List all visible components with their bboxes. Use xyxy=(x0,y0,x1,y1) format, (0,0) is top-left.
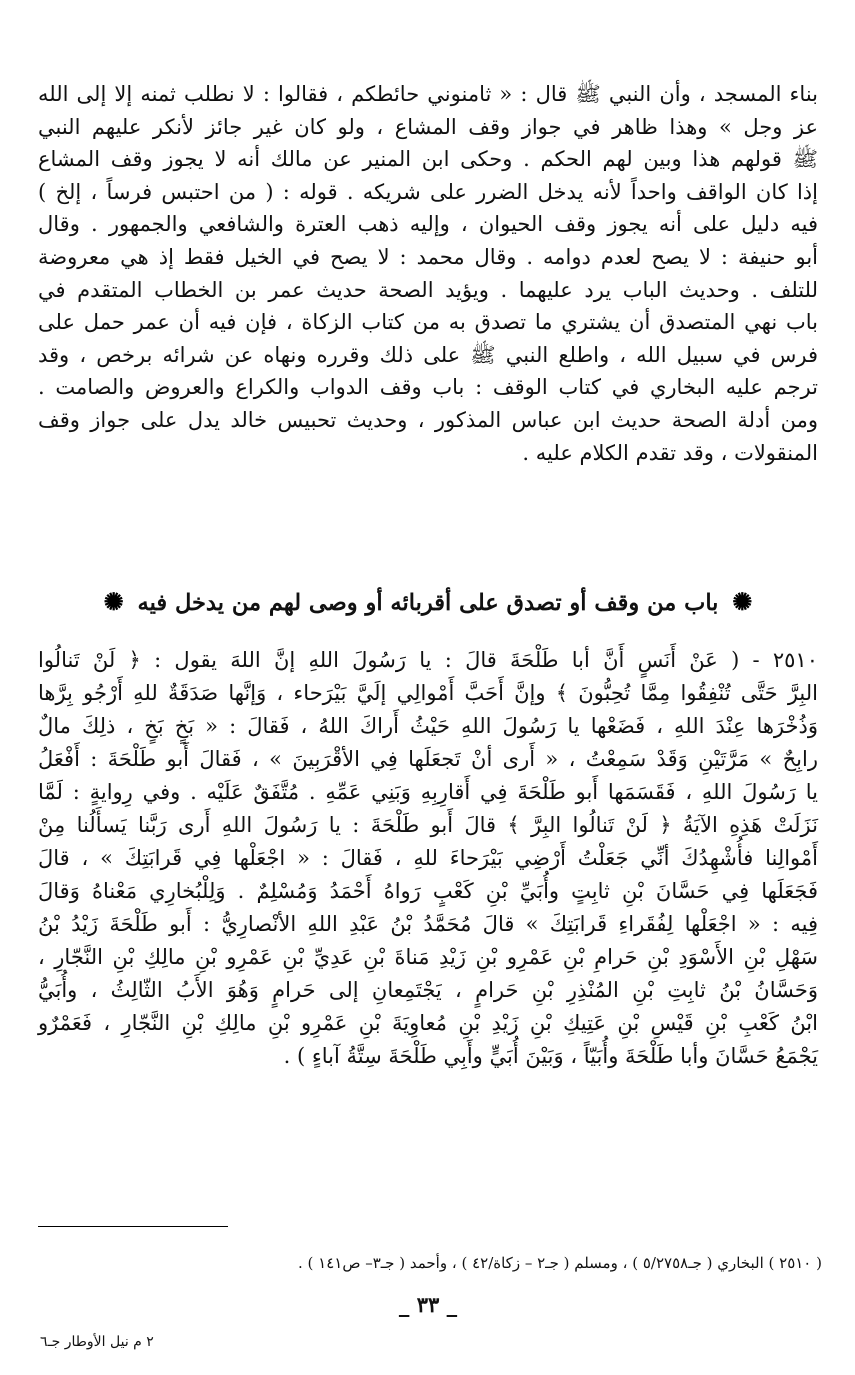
text-line: أَمْوالِنا فأُشْهِدُكَ أنِّي جَعَلْتُ أَرْضِي بَيْرَحاءَ للهِ ، فَقالَ : « اجْعَلْها فِي قَرابَتِكَ » ، قالَ xyxy=(38,846,818,870)
hadith-paragraph xyxy=(38,644,818,1073)
footnote-divider xyxy=(38,1226,228,1227)
footnote: ( ٢٥١٠ ) البخاري ( جـ٥/٢٧٥٨ ) ، ومسلم ( جـ٢ – زكاة/٤٢ ) ، وأحمد ( جـ٣– ص١٤١ ) . xyxy=(297,1254,822,1272)
section-heading-text: باب من وقف أو تصدق على أقربائه أو وصى لهم من يدخل فيه xyxy=(137,590,719,616)
text-line: رابِحٌ » مَرَّتَيْنِ وَقَدْ سَمِعْتُ ، « أَرى أنْ تَجعَلَها فِي الأقْرَبِينَ » ، فَقالَ أَبو طَلْحَةَ : أَفْعَلُ xyxy=(38,747,818,771)
commentary-paragraph xyxy=(38,78,818,469)
text-line: يَجْمَعُ حَسَّانَ وأبا طَلْحَةَ وأُبَيّاً ، وَبَيْنَ أُبَيٍّ وأَبِي طَلْحَةَ سِتَّةُ آباءٍ ) . xyxy=(283,1044,818,1068)
text-line: ٢٥١٠ - ( عَنْ أَنَسٍ أَنَّ أبا طَلْحَةَ قالَ : يا رَسُولَ اللهِ إنَّ اللهَ يقول : ﴿ لَنْ تَنالُوا xyxy=(38,648,818,672)
text-line: للتلف . وحديث الباب يرد عليهما . ويؤيد الصحة حديث عمر بن الخطاب المتقدم في xyxy=(38,277,818,302)
text-line: وَذُخْرَها عِنْدَ اللهِ ، فَضَعْها يا رَسُولَ اللهِ حَيْثُ أَراكَ اللهُ ، فَقالَ : « بَخٍ بَخٍ ، ذلِكَ مالٌ xyxy=(38,714,818,738)
text-line: ومن أدلة الصحة حديث ابن عباس المذكور ، وحديث تحبيس خالد يدل على جواز وقف xyxy=(38,407,818,432)
page-number: _ ٣٣ _ xyxy=(398,1292,458,1317)
text-line: ﷺ قولهم هذا وبين لهم الحكم . وحكى ابن المنير عن مالك أنه لا يجوز وقف المشاع xyxy=(38,147,818,172)
text-line: سَهْلِ بْنِ الأَسْوَدِ بْنِ حَرامِ بْنِ عَمْرِو بْنِ زَيْدِ مَناةَ بْنِ عَدِيِّ بْنِ عَمْرِو بْنِ مالِكِ بْنِ النَّجّارِ ، xyxy=(38,945,818,969)
section-heading xyxy=(36,580,820,624)
printer-signature: ٢ م نيل الأوطار جـ٦ xyxy=(40,1334,154,1350)
text-line: أبو حنيفة : لا يصح لعدم دوامه . وقال محمد : لا يصح في الخيل فقط إذ هي معروضة xyxy=(38,244,818,269)
text-line: بناء المسجد ، وأن النبي ﷺ قال : « ثامنوني حائطكم ، فقالوا : لا نطلب ثمنه إلا إلى الله xyxy=(38,82,818,106)
text-line: عز وجل » وهذا ظاهر في جواز وقف المشاع ، ولو كان غير جائز لأنكر عليهم النبي xyxy=(38,114,818,139)
text-line: البِرَّ حَتَّى تُنْفِقُوا مِمَّا تُحِبُّونَ ﴾ وإنَّ أَحَبَّ أَمْوالِي إلَيَّ بَيْرَحاء ، وَإنَّها صَدَقَةٌ للهِ أَرْجُو بِرَّها xyxy=(38,681,818,705)
text-line: فَجَعَلَها فِي حَسَّانَ بْنِ ثابِتٍ وأُبَيِّ بْنِ كَعْبٍ رَواهُ أَحْمَدُ وَمُسْلِمٌ . وَلِلْبُخارِي مَعْناهُ وَقالَ xyxy=(38,879,818,903)
text-line: إذا كان الواقف واحداً لأنه يدخل الضرر على شريكه . قوله : ( من احتبس فرساً ، إلخ ) xyxy=(38,179,818,204)
text-line: فيه دليل على أنه يجوز وقف الحيوان ، وإليه ذهب العترة والشافعي والجمهور . وقال xyxy=(38,212,818,237)
star-ornament-icon: ✺ xyxy=(103,587,124,616)
text-line: نَزَلَتْ هَذِهِ الآيَةُ ﴿ لَنْ تَنالُوا البِرَّ ﴾ قالَ أَبو طَلْحَةَ : يا رَسُولَ اللهِ أَرى رَبَّنا يَسأَلُنا مِنْ xyxy=(38,813,818,837)
text-line: فِيه : « اجْعَلْها لِفُقَراءِ قَرابَتِكَ » قالَ مُحَمَّدُ بْنُ عَبْدِ اللهِ الأنْصارِيُّ : أَبو طَلْحَةَ زَيْدُ بْنُ xyxy=(38,912,818,936)
text-line: يا رَسُولَ اللهِ ، فَقَسَمَها أَبو طَلْحَةَ فِي أَقارِبِهِ وَبَنِي عَمِّهِ . مُتَّفَقٌ عَلَيْه . وفي رِوايةٍ : لَمَّا xyxy=(38,780,818,804)
star-ornament-icon: ✺ xyxy=(732,587,753,616)
text-line: ابْنُ كَعْبِ بْنِ قَيْسِ بْنِ عَتِيكِ بْنِ زَيْدِ بْنِ مُعاوِيَةَ بْنِ عَمْرِو بْنِ مالِكِ بْنِ النَّجّارِ ، فَعَمْرٌو xyxy=(38,1011,818,1035)
text-line: وَحَسَّانُ بْنُ ثابِتِ بْنِ المُنْذِرِ بْنِ حَرامٍ ، يَجْتَمِعانِ إلى حَرامٍ وَهُوَ الأَبُ الثّالِثُ ، وأُبَيُّ xyxy=(38,978,818,1002)
text-line: ترجم عليه البخاري في كتاب الوقف : باب وقف الدواب والكراع والعروض والصامت . xyxy=(38,375,818,400)
text-line: باب نهي المتصدق أن يشتري ما تصدق به من كتاب الزكاة ، فإن فيه أن عمر حمل على xyxy=(38,310,818,335)
text-line: المنقولات ، وقد تقدم الكلام عليه . xyxy=(522,440,818,465)
text-line: فرس في سبيل الله ، واطلع النبي ﷺ على ذلك وقرره ونهاه عن شرائه برخص ، وقد xyxy=(38,342,818,367)
